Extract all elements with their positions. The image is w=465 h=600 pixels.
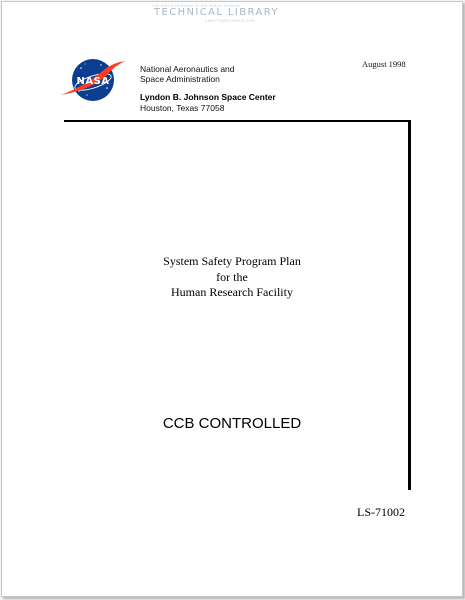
document-page <box>1 1 463 597</box>
control-notice: CCB CONTROLLED <box>162 415 302 432</box>
document-title <box>102 254 362 301</box>
agency-name-line2: Space Administration <box>140 74 220 84</box>
nasa-logo-icon <box>57 55 129 105</box>
title-line-1: System Safety Program Plan <box>163 254 301 268</box>
document-date: August 1998 <box>362 59 406 69</box>
watermark-sub-text: ABBOTTAEROSPACE.COM <box>205 19 255 23</box>
title-line-3: Human Research Facility <box>171 285 293 299</box>
svg-text:NASA: NASA <box>76 76 110 87</box>
center-name: Lyndon B. Johnson Space Center <box>140 92 276 102</box>
title-line-2: for the <box>216 269 248 284</box>
right-margin-rule <box>408 120 411 490</box>
watermark-main-text: TECHNICAL LIBRARY <box>154 7 279 18</box>
header-rule <box>64 120 411 122</box>
document-number: LS-71002 <box>357 505 405 519</box>
agency-name-line1: National Aeronautics and <box>140 64 235 74</box>
center-address: Houston, Texas 77058 <box>140 103 225 113</box>
watermark-top-text: THE SPACE PROGRAM IN THE PUBLIC DOMAIN <box>152 4 240 8</box>
